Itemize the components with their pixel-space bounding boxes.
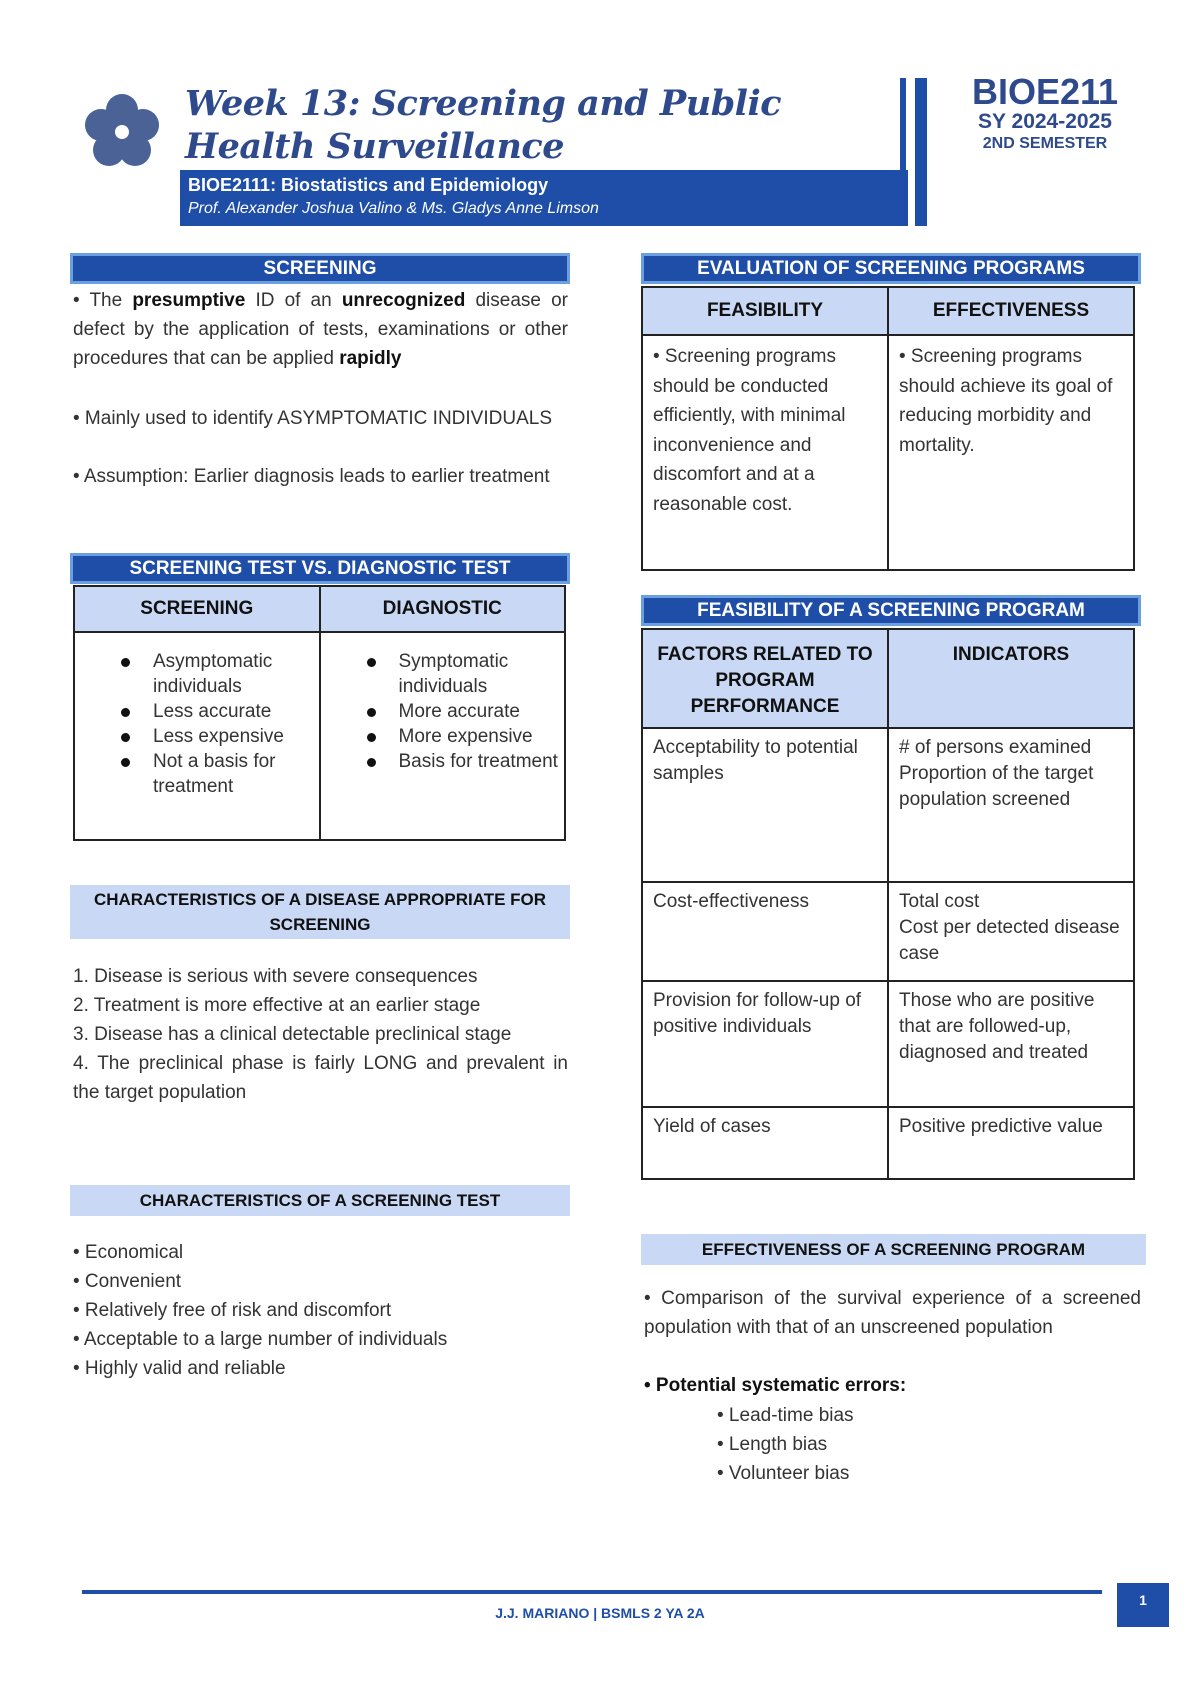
list-item: Basis for treatment bbox=[398, 751, 558, 772]
list-item: • Lead-time bias bbox=[717, 1405, 854, 1426]
col-header-screening: SCREENING bbox=[74, 586, 320, 632]
col-header-effectiveness: EFFECTIVENESS bbox=[888, 287, 1134, 335]
factor-cell: Yield of cases bbox=[642, 1107, 888, 1179]
test-characteristics-heading: CHARACTERISTICS OF A SCREENING TEST bbox=[70, 1185, 570, 1216]
table-row bbox=[642, 981, 1134, 1107]
screening-cell bbox=[74, 632, 320, 840]
semester: 2ND SEMESTER bbox=[982, 135, 1108, 152]
disease-characteristics-list bbox=[73, 962, 568, 1107]
factor-cell: Provision for follow-up of positive individuals bbox=[642, 981, 888, 1107]
indicator-cell: Positive predictive value bbox=[888, 1107, 1134, 1179]
professors: Prof. Alexander Joshua Valino & Ms. Gladys Anne Limson bbox=[188, 200, 599, 217]
list-item: • Relatively free of risk and discomfort bbox=[73, 1300, 392, 1321]
feasibility-cell: • Screening programs should be conducted efficiently, with minimal inconvenience and discomfort and at a reasonable cost. bbox=[642, 335, 888, 570]
evaluation-heading: EVALUATION OF SCREENING PROGRAMS bbox=[641, 253, 1141, 284]
text: ID of an bbox=[245, 290, 342, 311]
screening-bullet: • Assumption: Earlier diagnosis leads to earlier treatment bbox=[73, 466, 550, 487]
list-item: • Economical bbox=[73, 1242, 184, 1263]
list-item: More expensive bbox=[399, 724, 559, 749]
list-item: • Acceptable to a large number of individuals bbox=[73, 1329, 448, 1350]
divider-bar bbox=[915, 78, 927, 226]
indicator-cell bbox=[888, 728, 1134, 882]
indicator-cell bbox=[888, 882, 1134, 981]
flower-logo-icon bbox=[82, 92, 162, 172]
factor-cell: Acceptability to potential samples bbox=[642, 728, 888, 882]
screening-definition bbox=[73, 286, 568, 373]
list-item: More accurate bbox=[399, 699, 559, 724]
page-title: Week 13: Screening and Public Health Surveillance bbox=[185, 83, 782, 167]
text-bold: presumptive bbox=[132, 290, 246, 311]
indicator-cell: Those who are positive that are followed-up, diagnosed and treated bbox=[888, 981, 1134, 1107]
col-header-diagnostic: DIAGNOSTIC bbox=[320, 586, 566, 632]
feasibility-program-table bbox=[641, 628, 1135, 1180]
school-year: SY 2024-2025 bbox=[978, 110, 1112, 133]
screening-heading: SCREENING bbox=[70, 253, 570, 284]
effectiveness-program-heading: EFFECTIVENESS OF A SCREENING PROGRAM bbox=[641, 1234, 1146, 1265]
table-row bbox=[642, 728, 1134, 882]
list-item: Less accurate bbox=[153, 699, 313, 724]
indicator-line: Proportion of the target population screened bbox=[899, 763, 1094, 810]
indicator-line: Total cost bbox=[899, 891, 980, 912]
list-item: 1. Disease is serious with severe consequences bbox=[73, 966, 478, 987]
col-header-factors: FACTORS RELATED TO PROGRAM PERFORMANCE bbox=[642, 629, 888, 728]
systematic-errors-label: • Potential systematic errors: bbox=[644, 1375, 907, 1396]
list-item: Symptomatic individuals bbox=[399, 649, 559, 699]
list-item: • Volunteer bias bbox=[717, 1463, 850, 1484]
systematic-errors-list bbox=[717, 1401, 1137, 1488]
course-banner bbox=[180, 170, 908, 226]
vs-heading: SCREENING TEST VS. DIAGNOSTIC TEST bbox=[70, 553, 570, 584]
list-item: 2. Treatment is more effective at an earlier stage bbox=[73, 995, 481, 1016]
feasibility-program-heading: FEASIBILITY OF A SCREENING PROGRAM bbox=[641, 595, 1141, 626]
list-item: • Highly valid and reliable bbox=[73, 1358, 286, 1379]
list-item: 3. Disease has a clinical detectable preclinical stage bbox=[73, 1024, 512, 1045]
screening-bullet: • Mainly used to identify ASYMPTOMATIC INDIVIDUALS bbox=[73, 408, 552, 429]
table-row bbox=[642, 1107, 1134, 1179]
effectiveness-cell: • Screening programs should achieve its goal of reducing morbidity and mortality. bbox=[888, 335, 1134, 570]
test-characteristics-list bbox=[73, 1238, 568, 1383]
course-name: BIOE2111: Biostatistics and Epidemiology bbox=[188, 175, 549, 195]
divider-bar bbox=[900, 78, 906, 172]
footer-author: J.J. MARIANO | BSMLS 2 YA 2A bbox=[495, 1605, 705, 1621]
indicator-line: Cost per detected disease case bbox=[899, 917, 1120, 964]
diagnostic-cell bbox=[320, 632, 566, 840]
list-item: Less expensive bbox=[153, 724, 313, 749]
text-bold: rapidly bbox=[339, 348, 402, 369]
text: disease or defect by the application of tests, examinations or other procedures that can be applied bbox=[73, 290, 568, 369]
col-header-indicators: INDICATORS bbox=[888, 629, 1134, 728]
factor-cell: Cost-effectiveness bbox=[642, 882, 888, 981]
page-number: 1 bbox=[1117, 1583, 1169, 1627]
course-code: BIOE211 bbox=[971, 71, 1119, 112]
screening-vs-diagnostic-table bbox=[73, 585, 566, 841]
disease-characteristics-heading: CHARACTERISTICS OF A DISEASE APPROPRIATE FOR SCREENING bbox=[70, 885, 570, 939]
list-item: • Convenient bbox=[73, 1271, 182, 1292]
effectiveness-description: • Comparison of the survival experience of a screened population with that of an unscreened population bbox=[644, 1288, 1141, 1338]
list-item: • Length bias bbox=[717, 1434, 828, 1455]
list-item: Not a basis for treatment bbox=[153, 749, 313, 799]
evaluation-table bbox=[641, 286, 1135, 571]
list-item: Asymptomatic individuals bbox=[153, 649, 313, 699]
indicator-line: # of persons examined bbox=[899, 737, 1092, 758]
text-bold: unrecognized bbox=[341, 290, 466, 311]
col-header-feasibility: FEASIBILITY bbox=[642, 287, 888, 335]
text: • The bbox=[73, 290, 133, 311]
table-row bbox=[642, 882, 1134, 981]
list-item: 4. The preclinical phase is fairly LONG and prevalent in the target population bbox=[73, 1053, 568, 1103]
footer-line bbox=[82, 1590, 1102, 1594]
